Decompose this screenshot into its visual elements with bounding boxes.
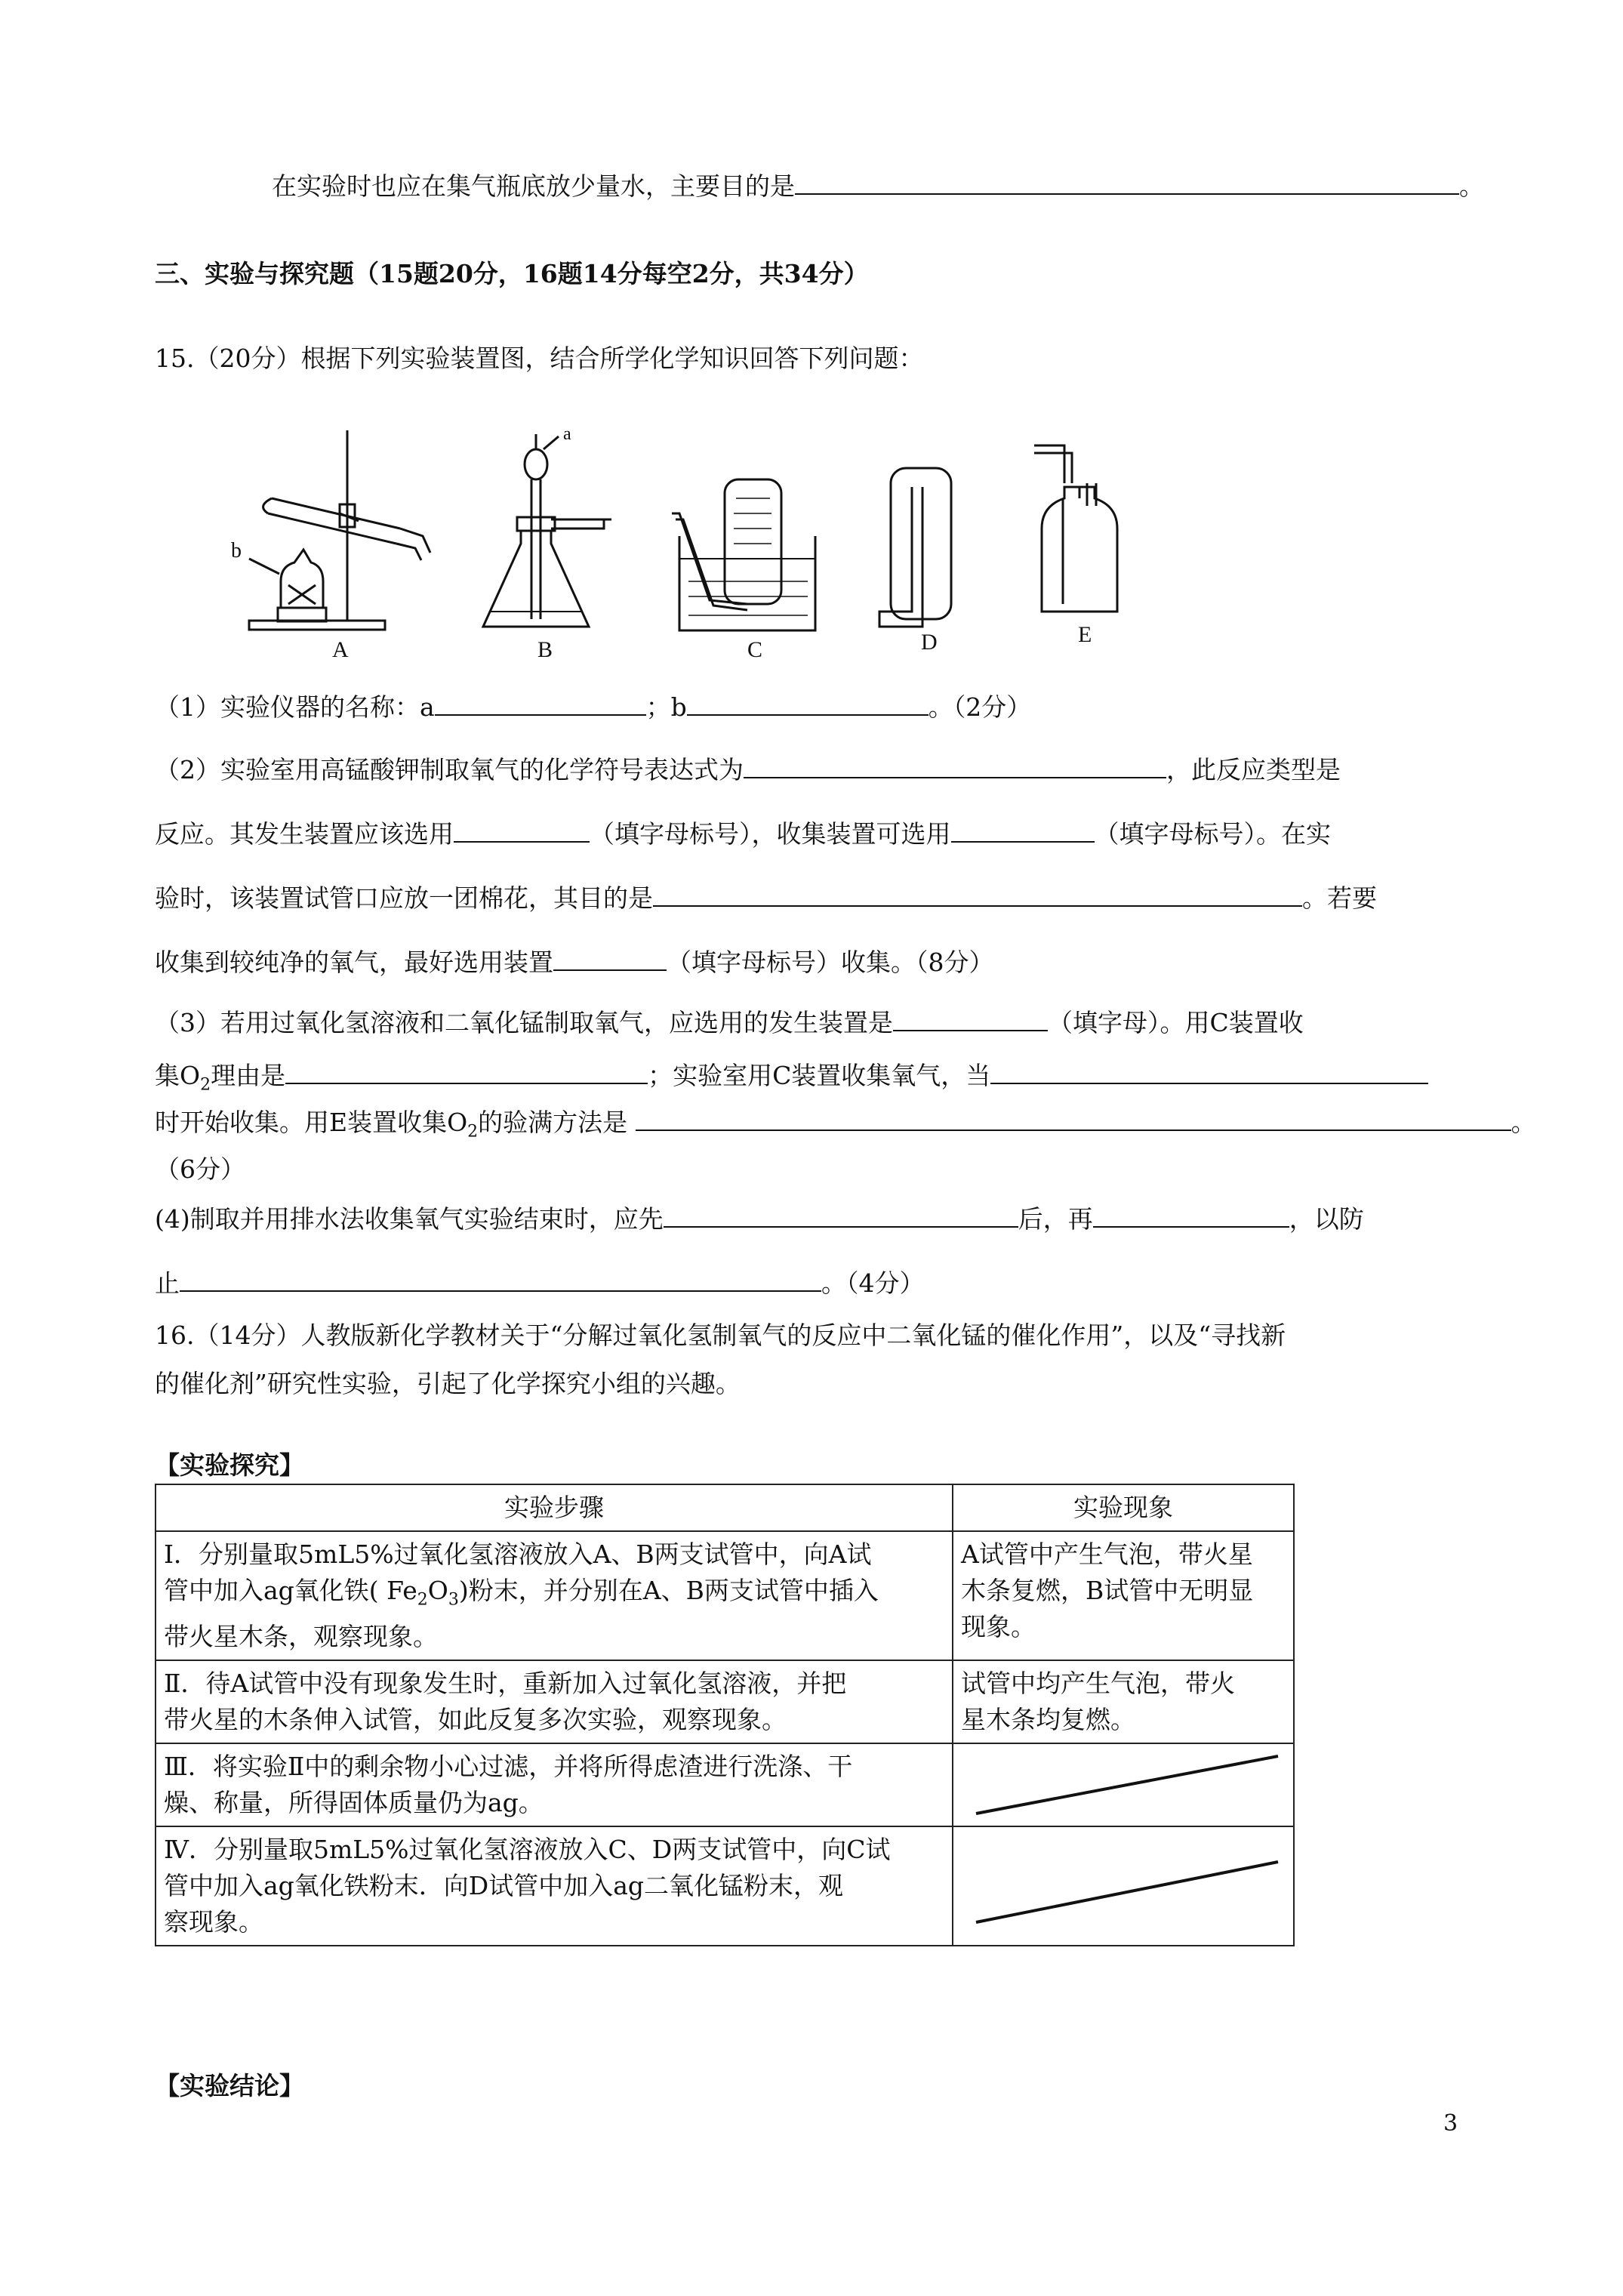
blank-reason[interactable]: [285, 1057, 648, 1084]
label-C: C: [747, 637, 763, 662]
apparatus-d: [879, 468, 951, 627]
q15-part4-line2: 止 。（4分）: [155, 1265, 925, 1301]
blank-first[interactable]: [664, 1200, 1018, 1228]
apparatus-e: [1034, 445, 1117, 612]
table-row: [156, 1826, 1294, 1946]
q15-part3-line3: 时开始收集。用E装置收集$O_2$的验满方法是 。: [155, 1104, 1536, 1150]
answer-blank[interactable]: [795, 168, 1459, 195]
table-row: [156, 1660, 1294, 1743]
q15-part2-line3: 验时，该装置试管口应放一团棉花，其目的是 。若要: [155, 880, 1377, 916]
apparatus-b: [483, 434, 611, 627]
apparatus-c: [672, 479, 815, 630]
conclusion-title: 【实验结论】: [155, 2071, 304, 2100]
blank-a[interactable]: [435, 689, 646, 716]
blank-h2o2-generator[interactable]: [893, 1004, 1048, 1031]
top-line: 在实验时也应在集气瓶底放少量水，主要目的是 。: [272, 168, 1484, 204]
apparatus-a: [249, 430, 430, 630]
q15-part2-line2: 反应。其发生装置应该选用 （填字母标号），收集装置可选用 （填字母标号）。在实: [155, 815, 1331, 852]
q15-part2-line4: 收集到较纯净的氧气，最好选用装置 （填字母标号）收集。（8分）: [155, 944, 994, 980]
phenomenon-4-strike: [953, 1826, 1294, 1946]
blank-prevent[interactable]: [180, 1265, 821, 1292]
apparatus-figure: [226, 423, 1178, 664]
experiment-table: [155, 1484, 1295, 1946]
blank-pure-collect[interactable]: [553, 944, 667, 971]
blank-then[interactable]: [1093, 1200, 1289, 1228]
label-E: E: [1078, 622, 1092, 647]
blank-full-check[interactable]: [636, 1104, 1511, 1131]
page-number: 3: [1443, 2110, 1458, 2137]
step-3: Ⅲ．将实验Ⅱ中的剩余物小心过滤，并将所得虑渣进行洗涤、干 燥、称量，所得固体质量仍为ag。: [156, 1743, 953, 1826]
phenomenon-3-strike: [953, 1743, 1294, 1826]
blank-when[interactable]: [990, 1057, 1428, 1084]
section-title: 三、实验与探究题（15题20分，16题14分每空2分，共34分）: [155, 259, 869, 288]
step-2: Ⅱ．待A试管中没有现象发生时，重新加入过氧化氢溶液，并把 带火星的木条伸入试管，如此反复多次实验，观察现象。: [156, 1660, 953, 1743]
q16-line2: 的催化剂”研究性实验，引起了化学探究小组的兴趣。: [155, 1369, 741, 1398]
blank-generator[interactable]: [454, 815, 590, 843]
q15-part3-line4: （6分）: [155, 1154, 245, 1184]
explore-title: 【实验探究】: [155, 1450, 304, 1480]
header-phenomena: 实验现象: [953, 1484, 1294, 1531]
blank-equation[interactable]: [744, 751, 1166, 778]
phenomenon-2: 试管中均产生气泡，带火 星木条均复燃。: [953, 1660, 1294, 1743]
blank-b[interactable]: [687, 689, 929, 716]
q15-part2-line1: （2）实验室用高锰酸钾制取氧气的化学符号表达式为 ，此反应类型是: [155, 751, 1341, 787]
q15-part4-line1: (4)制取并用排水法收集氧气实验结束时，应先 后，再 ，以防: [155, 1200, 1364, 1237]
label-A: A: [332, 637, 349, 662]
q15-part3-line2: 集$O_2$理由是 ；实验室用C装置收集氧气，当: [155, 1057, 1428, 1103]
label-D: D: [921, 630, 938, 655]
strike-line: [961, 1749, 1286, 1821]
step-4: Ⅳ．分别量取5mL5%过氧化氢溶液放入C、D两支试管中，向C试 管中加入ag氧化铁粉末．向D试管中加入ag二氧化锰粉末，观 察现象。: [156, 1826, 953, 1946]
table-header-row: [156, 1484, 1294, 1531]
label-a: a: [563, 424, 571, 444]
label-b: b: [231, 539, 242, 562]
label-B: B: [537, 637, 553, 662]
q15-part3-line1: （3）若用过氧化氢溶液和二氧化锰制取氧气，应选用的发生装置是 （填字母）。用C装置收: [155, 1004, 1304, 1040]
q15-stem: 15.（20分）根据下列实验装置图，结合所学化学知识回答下列问题：: [155, 344, 924, 373]
table-row: [156, 1743, 1294, 1826]
header-steps: 实验步骤: [156, 1484, 953, 1531]
table-row: [156, 1531, 1294, 1660]
q15-part1: （1）实验仪器的名称：a ；b 。（2分）: [155, 689, 1031, 725]
blank-collector[interactable]: [951, 815, 1095, 843]
step-1: Ⅰ．分别量取5mL5%过氧化氢溶液放入A、B两支试管中，向A试 管中加入ag氧化铁( $Fe_2O_3$)粉末，并分别在A、B两支试管中插入 带火星木条，观察现象。: [156, 1531, 953, 1660]
phenomenon-1: A试管中产生气泡，带火星 木条复燃，B试管中无明显 现象。: [953, 1531, 1294, 1660]
q16-line1: 16.（14分）人教版新化学教材关于“分解过氧化氢制氧气的反应中二氧化锰的催化作用”，以及“寻找新: [155, 1321, 1286, 1350]
strike-line: [961, 1832, 1286, 1940]
blank-cotton-purpose[interactable]: [653, 880, 1302, 907]
